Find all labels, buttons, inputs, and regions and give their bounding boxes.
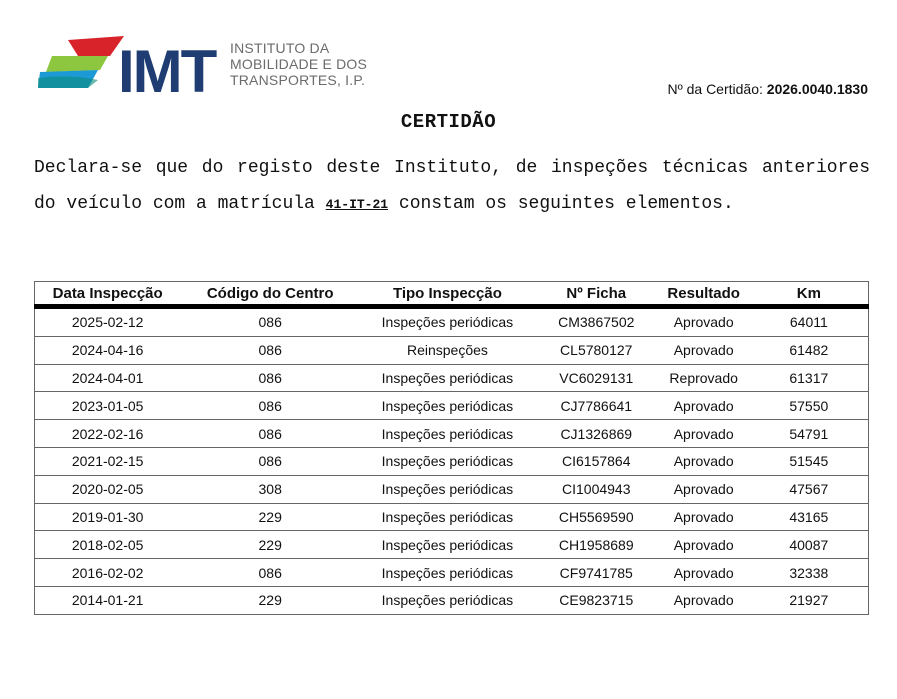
ficha-cell: VC6029131	[535, 364, 658, 392]
center-cell: 086	[180, 447, 360, 475]
table-row	[35, 307, 869, 337]
result-cell: Aprovado	[658, 559, 750, 587]
logo-institute-name	[230, 40, 367, 88]
col-header-ficha: Nº Ficha	[535, 282, 658, 307]
table-row	[35, 336, 869, 364]
table-row	[35, 447, 869, 475]
type-cell: Inspeções periódicas	[360, 307, 535, 337]
km-cell: 57550	[750, 392, 869, 420]
cert-label: Nº da Certidão:	[667, 81, 763, 97]
center-cell: 086	[180, 307, 360, 337]
table-row	[35, 559, 869, 587]
ficha-cell: CI1004943	[535, 475, 658, 503]
col-header-type: Tipo Inspecção	[360, 282, 535, 307]
center-cell: 229	[180, 503, 360, 531]
ficha-cell: CH1958689	[535, 531, 658, 559]
type-cell: Inspeções periódicas	[360, 475, 535, 503]
ficha-cell: CH5569590	[535, 503, 658, 531]
date-cell: 2020-02-05	[35, 475, 181, 503]
date-cell: 2024-04-16	[35, 336, 181, 364]
date-cell: 2016-02-02	[35, 559, 181, 587]
page-title: CERTIDÃO	[400, 111, 497, 133]
date-cell: 2023-01-05	[35, 392, 181, 420]
ficha-cell: CE9823715	[535, 586, 658, 614]
center-cell: 086	[180, 364, 360, 392]
type-cell: Inspeções periódicas	[360, 559, 535, 587]
km-cell: 61317	[750, 364, 869, 392]
km-cell: 21927	[750, 586, 869, 614]
inspections-table	[34, 281, 869, 615]
type-cell: Inspeções periódicas	[360, 503, 535, 531]
declaration-part-1: Declara-se que do registo deste Instituto, de inspeções técnicas anteriores do veículo com a matrícula	[34, 158, 870, 214]
ficha-cell: CL5780127	[535, 336, 658, 364]
km-cell: 47567	[750, 475, 869, 503]
result-cell: Aprovado	[658, 503, 750, 531]
result-cell: Aprovado	[658, 336, 750, 364]
date-cell: 2021-02-15	[35, 447, 181, 475]
declaration-part-2: constam os seguintes elementos.	[398, 194, 734, 214]
declaration-text	[34, 150, 870, 223]
license-plate: 41-IT-21	[325, 197, 389, 212]
type-cell: Inspeções periódicas	[360, 392, 535, 420]
table-row	[35, 475, 869, 503]
km-cell: 54791	[750, 420, 869, 448]
type-cell: Inspeções periódicas	[360, 586, 535, 614]
center-cell: 308	[180, 475, 360, 503]
center-cell: 086	[180, 336, 360, 364]
type-cell: Inspeções periódicas	[360, 447, 535, 475]
date-cell: 2022-02-16	[35, 420, 181, 448]
type-cell: Reinspeções	[360, 336, 535, 364]
result-cell: Aprovado	[658, 475, 750, 503]
type-cell: Inspeções periódicas	[360, 364, 535, 392]
result-cell: Aprovado	[658, 531, 750, 559]
table-row	[35, 586, 869, 614]
center-cell: 229	[180, 531, 360, 559]
table-row	[35, 503, 869, 531]
date-cell: 2014-01-21	[35, 586, 181, 614]
center-cell: 229	[180, 586, 360, 614]
center-cell: 086	[180, 392, 360, 420]
result-cell: Aprovado	[658, 420, 750, 448]
logo-line-2: MOBILIDADE E DOS	[230, 56, 368, 72]
result-cell: Aprovado	[658, 586, 750, 614]
table-row	[35, 420, 869, 448]
date-cell: 2025-02-12	[35, 307, 181, 337]
table-header-row	[35, 282, 869, 307]
km-cell: 51545	[750, 447, 869, 475]
date-cell: 2018-02-05	[35, 531, 181, 559]
table-row	[35, 392, 869, 420]
logo-brand-text: IMT	[118, 38, 216, 100]
result-cell: Aprovado	[658, 447, 750, 475]
km-cell: 40087	[750, 531, 869, 559]
type-cell: Inspeções periódicas	[360, 420, 535, 448]
date-cell: 2019-01-30	[35, 503, 181, 531]
col-header-center: Código do Centro	[180, 282, 360, 307]
result-cell: Reprovado	[658, 364, 750, 392]
km-cell: 61482	[750, 336, 869, 364]
result-cell: Aprovado	[658, 392, 750, 420]
km-cell: 64011	[750, 307, 869, 337]
logo-line-3: TRANSPORTES, I.P.	[230, 72, 366, 88]
km-cell: 43165	[750, 503, 869, 531]
ficha-cell: CM3867502	[535, 307, 658, 337]
type-cell: Inspeções periódicas	[360, 531, 535, 559]
ficha-cell: CJ7786641	[535, 392, 658, 420]
certificate-number	[668, 81, 869, 97]
center-cell: 086	[180, 559, 360, 587]
ficha-cell: CJ1326869	[535, 420, 658, 448]
table-row	[35, 531, 869, 559]
col-header-date: Data Inspecção	[35, 282, 181, 307]
col-header-result: Resultado	[658, 282, 750, 307]
cert-value: 2026.0040.1830	[766, 81, 868, 97]
result-cell: Aprovado	[658, 307, 750, 337]
col-header-km: Km	[750, 282, 869, 307]
logo-line-1: INSTITUTO DA	[230, 40, 330, 56]
ficha-cell: CI6157864	[535, 447, 658, 475]
center-cell: 086	[180, 420, 360, 448]
date-cell: 2024-04-01	[35, 364, 181, 392]
logo-swoosh-green	[46, 56, 108, 72]
ficha-cell: CF9741785	[535, 559, 658, 587]
km-cell: 32338	[750, 559, 869, 587]
logo-swoosh-red	[68, 36, 124, 56]
table-row	[35, 364, 869, 392]
